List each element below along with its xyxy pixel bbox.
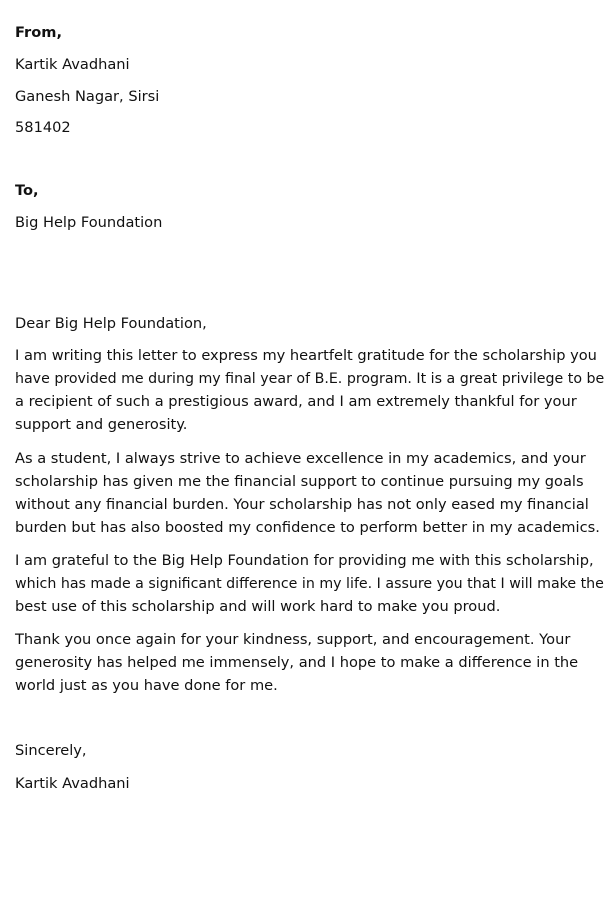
paragraph-2-line: without any financial burden. Your scholarship has not only eased my financial bbox=[15, 496, 589, 513]
paragraph-4-line: Thank you once again for your kindness, support, and encouragement. Your bbox=[15, 631, 571, 648]
paragraph-4-line: generosity has helped me immensely, and I hope to make a difference in the bbox=[15, 654, 579, 671]
sender-name: Kartik Avadhani bbox=[15, 56, 130, 73]
paragraph-1-line: I am writing this letter to express my heartfelt gratitude for the scholarship you bbox=[15, 347, 597, 364]
paragraph-1-line: a recipient of such a prestigious award, and I am extremely thankful for your bbox=[15, 393, 577, 410]
paragraph-2-line: scholarship has given me the financial support to continue pursuing my goals bbox=[15, 473, 584, 490]
paragraph-4-line: world just as you have done for me. bbox=[15, 677, 278, 694]
paragraph-3-line: which has made a significant difference in my life. I assure you that I will make the bbox=[15, 576, 604, 592]
valediction: Sincerely, bbox=[15, 742, 87, 759]
to-heading: To, bbox=[15, 182, 39, 199]
salutation: Dear Big Help Foundation, bbox=[15, 315, 207, 332]
paragraph-2-line: burden but has also boosted my confidence to perform better in my academics. bbox=[15, 519, 600, 536]
recipient-name: Big Help Foundation bbox=[15, 214, 163, 231]
paragraph-2-line: As a student, I always strive to achieve excellence in my academics, and your bbox=[15, 450, 586, 467]
paragraph-1-line: have provided me during my final year of B.E. program. It is a great privilege to be bbox=[15, 371, 605, 387]
signature-name: Kartik Avadhani bbox=[15, 775, 130, 792]
from-heading: From, bbox=[15, 24, 63, 41]
paragraph-3-line: I am grateful to the Big Help Foundation for providing me with this scholarship, bbox=[15, 552, 594, 569]
paragraph-3-line: best use of this scholarship and will work hard to make you proud. bbox=[15, 598, 501, 615]
sender-address: Ganesh Nagar, Sirsi bbox=[15, 88, 160, 105]
sender-pincode: 581402 bbox=[15, 119, 71, 136]
paragraph-1-line: support and generosity. bbox=[15, 416, 188, 433]
